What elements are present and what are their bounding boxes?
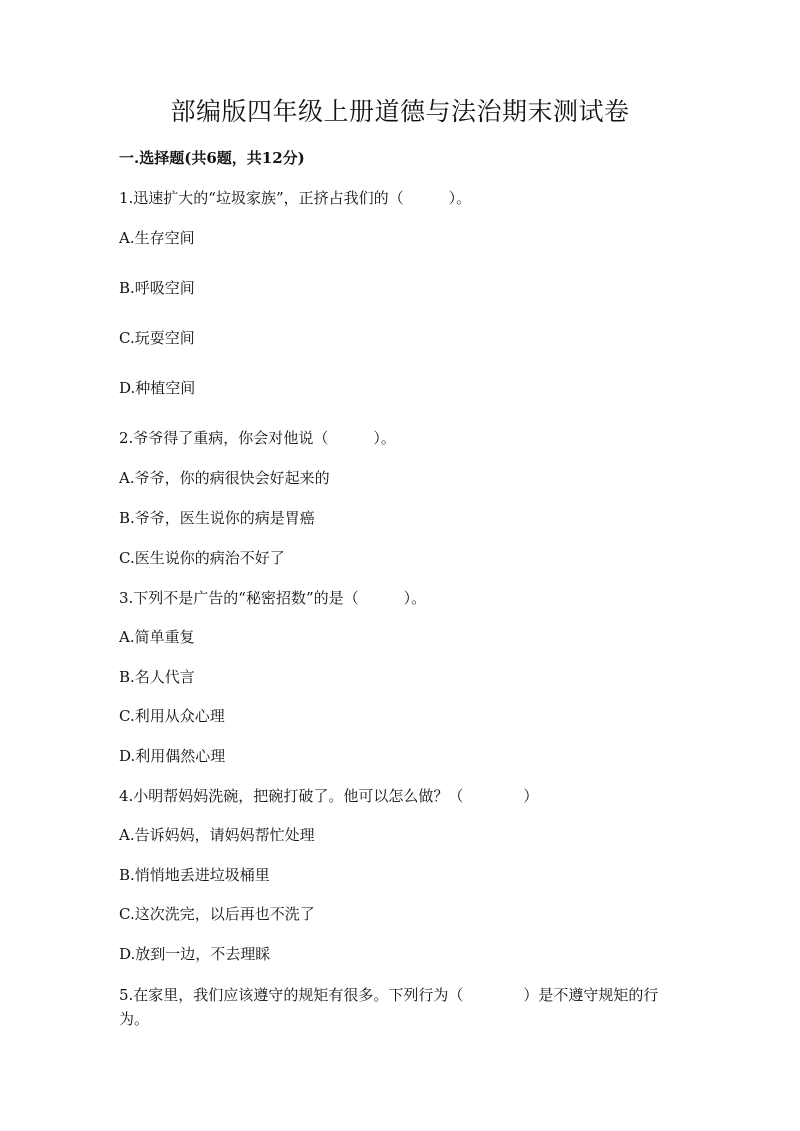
answer-option: D.种植空间 xyxy=(119,379,196,397)
question-stem: 4.小明帮妈妈洗碗，把碗打破了。他可以怎么做？（ ） xyxy=(119,787,539,805)
question-stem: 3.下列不是广告的“秘密招数”的是（ ）。 xyxy=(119,589,427,607)
section-heading: 一.选择题(共6题，共12分) xyxy=(119,149,305,167)
answer-option: B.悄悄地丢进垃圾桶里 xyxy=(119,866,270,884)
answer-option: A.生存空间 xyxy=(119,229,195,247)
question-stem: 1.迅速扩大的“垃圾家族”，正挤占我们的（ ）。 xyxy=(119,189,472,207)
answer-option: A.告诉妈妈，请妈妈帮忙处理 xyxy=(119,826,315,844)
answer-option: A.爷爷，你的病很快会好起来的 xyxy=(119,469,330,487)
answer-option: C.利用从众心理 xyxy=(119,707,225,725)
answer-option: B.爷爷，医生说你的病是胃癌 xyxy=(119,509,315,527)
answer-option: C.这次洗完，以后再也不洗了 xyxy=(119,905,315,923)
answer-option: C.玩耍空间 xyxy=(119,329,195,347)
answer-option: D.利用偶然心理 xyxy=(119,747,226,765)
page-title: 部编版四年级上册道德与法治期末测试卷 xyxy=(170,97,630,126)
answer-option: B.呼吸空间 xyxy=(119,279,195,297)
answer-option: C.医生说你的病治不好了 xyxy=(119,549,285,567)
question-stem: 5.在家里，我们应该遵守的规矩有很多。下列行为（ ）是不遵守规矩的行为。 xyxy=(119,986,659,1028)
question-stem: 2.爷爷得了重病，你会对他说（ ）。 xyxy=(119,429,396,447)
answer-option: A.简单重复 xyxy=(119,628,195,646)
answer-option: B.名人代言 xyxy=(119,668,195,686)
answer-option: D.放到一边，不去理睬 xyxy=(119,945,271,963)
